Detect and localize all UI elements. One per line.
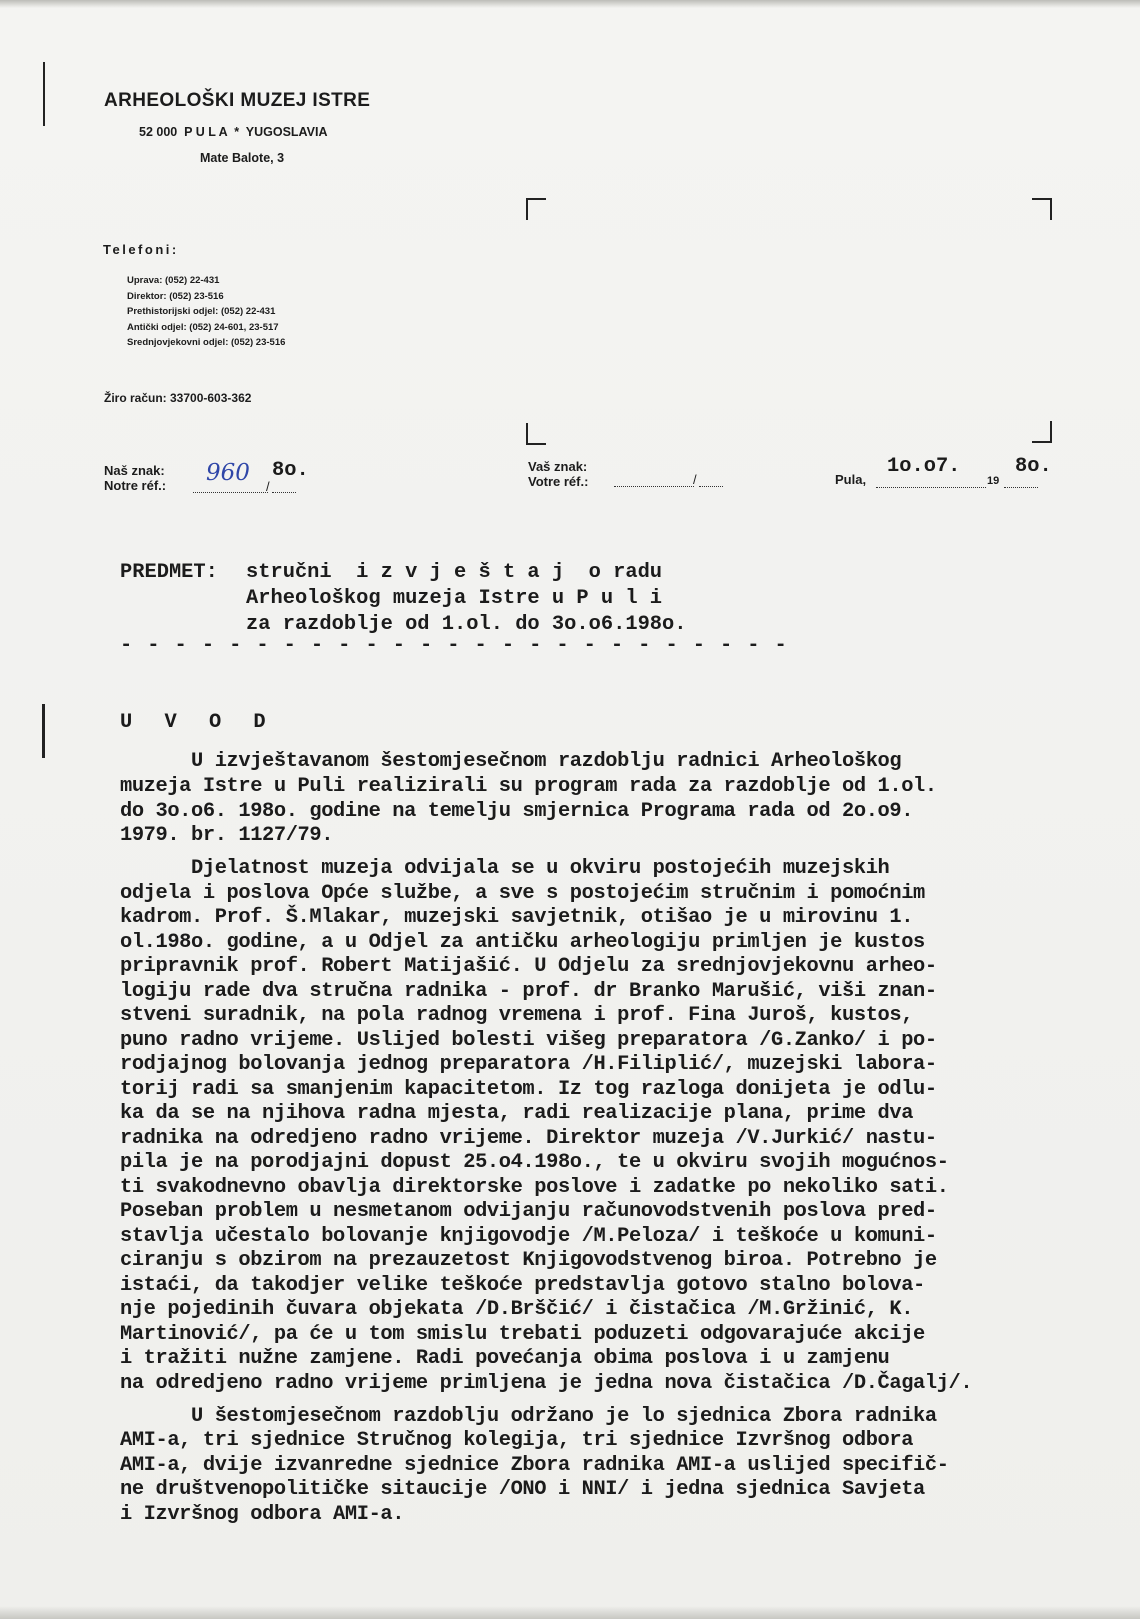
body-line: kadrom. Prof. Š.Mlakar, muzejski savjetnik, otišao je u mirovinu 1. [120,906,914,929]
address-corner-bottom-right [1032,421,1052,443]
our-ref-dots [193,492,268,493]
subject-line: za razdoblje od 1.ol. do 3o.o6.198o. [246,613,687,636]
telephone-heading: Telefoni: [103,242,179,257]
body-line: U izvještavanom šestomjesečnom razdoblju radnici Arheološkog [120,750,902,773]
margin-mark-top [43,62,45,126]
phone-line: Uprava: (052) 22-431 [127,275,220,286]
address-corner-bottom-left [526,423,546,445]
body-line: radnika na odredjeno radno vrijeme. Direktor muzeja /V.Jurkić/ nastu- [120,1127,937,1150]
our-ref-dots-year [272,492,296,493]
your-ref-label: Vaš znak: Votre réf.: [528,459,589,489]
body-line: istaći, da takodjer velike teškoće predstavlja gotovo stalno bolova- [120,1274,925,1297]
giro-account: Žiro račun: 33700-603-362 [104,391,252,405]
your-ref-slash: / [693,472,697,487]
institution-city: 52 000 P U L A * YUGOSLAVIA [139,125,328,139]
phone-list [127,273,285,351]
body-line: U šestomjesečnom razdoblju održano je lo sjednica Zbora radnika [120,1405,937,1428]
subject-underline: - - - - - - - - - - - - - - - - - - - - - - - - - [120,634,789,657]
subject-label: PREDMET: [120,561,218,584]
body-line: Poseban problem u nesmetanom odvijanju računovodstvenih poslova pred- [120,1200,937,1223]
body-line: stveni suradnik, na pola radnog vremena i prof. Fina Juroš, kustos, [120,1004,914,1027]
body-line: ka da se na njihova radna mjesta, radi realizacije plana, prime dva [120,1102,914,1125]
body-line: odjela i poslova Opće službe, a sve s postojećim stručnim i pomoćnim [120,882,925,905]
subject-line: stručni i z v j e š t a j o radu [246,561,663,584]
body-line: AMI-a, tri sjednice Stručnog kolegija, tri sjednice Izvršnog odbora [120,1429,914,1452]
institution-street: Mate Balote, 3 [200,151,285,165]
date-dots [876,487,986,488]
scan-bottom-edge [0,1606,1140,1619]
body-line: torij radi sa smanjenim kapacitetom. Iz tog razloga donijeta je odlu- [120,1078,937,1101]
body-line: puno radno vrijeme. Uslijed bolesti višeg preparatora /G.Zanko/ i po- [120,1029,937,1052]
body-line: na odredjeno radno vrijeme primljena je jedna nova čistačica /D.Čagalj/. [120,1372,973,1395]
date-typed: 1o.o7. [887,455,961,478]
body-line: stavlja učestalo bolovanje knjigovodje /M.Peloza/ i teškoće u komuni- [120,1225,937,1248]
body-line: muzeja Istre u Puli realizirali su program rada za razdoblje od 1.ol. [120,775,937,798]
subject-line: Arheološkog muzeja Istre u P u l i [246,587,663,610]
your-ref-dots [614,486,694,487]
body-line: pripravnik prof. Robert Matijašić. U Odjelu za srednjovjekovnu arheo- [120,955,937,978]
our-ref-slash: / [266,479,270,494]
our-ref-label: Naš znak: Notre réf.: [104,463,167,493]
margin-mark-middle [42,704,45,758]
body-line: Martinović/, pa će u tom smislu trebati poduzeti odgovarajuće akcije [120,1323,925,1346]
address-corner-top-left [526,198,546,220]
phone-line: Antički odjel: (052) 24-601, 23-517 [127,321,279,333]
year-dots [1004,487,1038,488]
body-line: AMI-a, dvije izvanredne sjednice Zbora radnika AMI-a uslijed specifič- [120,1454,949,1477]
address-corner-top-right [1032,198,1052,220]
section-heading: U V O D [120,711,276,734]
body-line: nje pojedinih čuvara objekata /D.Brščić/ i čistačica /M.Gržinić, K. [120,1298,914,1321]
body-line: ti svakodnevno obavlja direktorske poslove i zadatke po nekoliko sati. [120,1176,949,1199]
our-ref-year: 8o. [272,459,309,482]
phone-line: Prethistorijski odjel: (052) 22-431 [127,306,276,318]
body-line: i Izvršnog odbora AMI-a. [120,1503,405,1526]
phone-line: Direktor: (052) 23-516 [127,290,224,302]
our-ref-handwritten: 960 [206,460,250,486]
body-line: Djelatnost muzeja odvijala se u okviru postojećih muzejskih [120,857,890,880]
body-line: ne društvenopolitičke sitaucije /ONO i NNI/ i jedna sjednica Savjeta [120,1478,925,1501]
body-line: ol.198o. godine, a u Odjel za antičku arheologiju primljen je kustos [120,931,925,954]
century: 19 [987,475,1000,487]
body-line: rodjajnog bolovanja jednog preparatora /H.Filiplić/, muzejski labora- [120,1053,937,1076]
phone-line: Srednjovjekovni odjel: (052) 23-516 [127,337,286,349]
your-ref-dots-2 [699,486,723,487]
year-typed: 8o. [1015,455,1052,478]
body-line: pila je na porodjajni dopust 25.o4.198o., te u okviru svojih mogućnos- [120,1151,949,1174]
body-line: i tražiti nužne zamjene. Radi povećanja obima poslova i u zamjenu [120,1347,890,1370]
institution-name: ARHEOLOŠKI MUZEJ ISTRE [104,90,371,111]
place-label: Pula, [835,472,867,487]
body-line: 1979. br. 1127/79. [120,824,334,847]
body-line: do 3o.o6. 198o. godine na temelju smjernica Programa rada od 2o.o9. [120,800,914,823]
body-line: logiju rade dva stručna radnika - prof. dr Branko Marušić, viši znan- [120,980,937,1003]
body-line: ciranju s obzirom na prezauzetost Knjigovodstvenog biroa. Potrebno je [120,1249,937,1272]
scan-top-edge [0,0,1140,8]
